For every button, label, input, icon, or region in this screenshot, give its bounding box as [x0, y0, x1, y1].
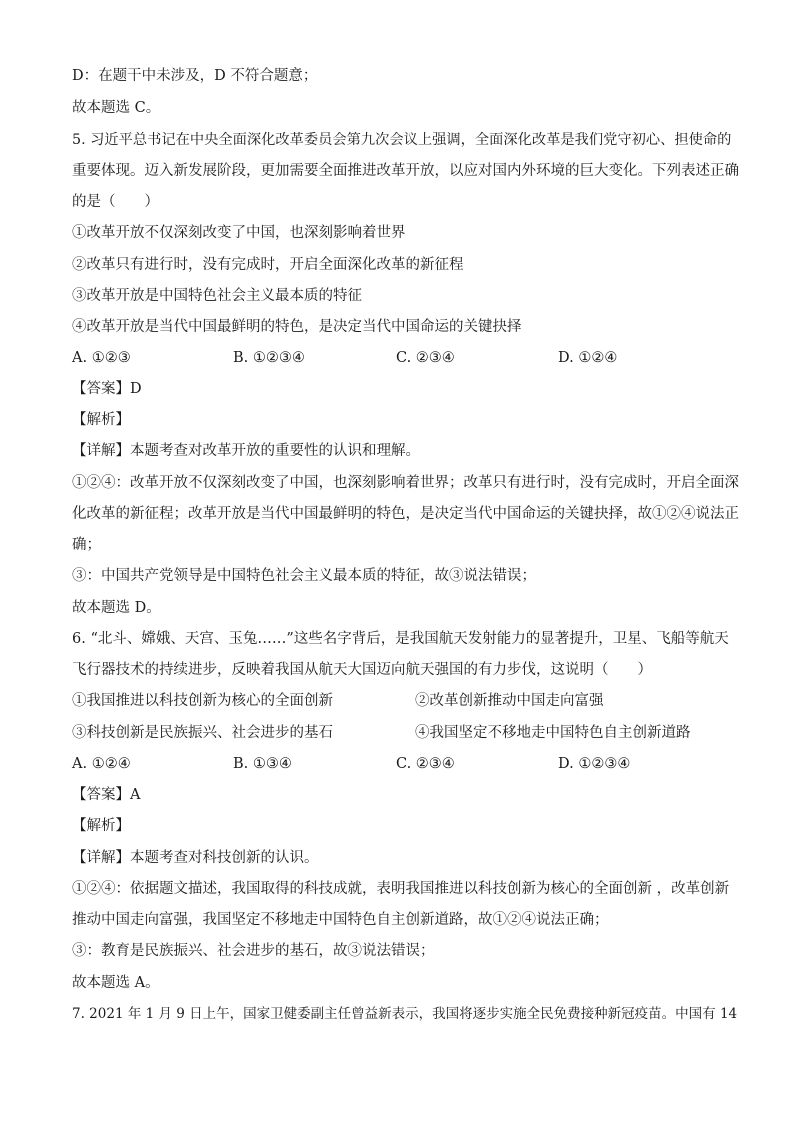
q5-explanation-line-4: ③：中国共产党领导是中国特色社会主义最本质的特征，故③说法错误；: [72, 568, 536, 584]
q7-stem-line-1: 7. 2021 年 1 月 9 日上午，国家卫健委副主任曾益新表示，我国将逐步实施全民免费接种新冠疫苗。中国有 14: [72, 1006, 738, 1022]
q6-answer: 【答案】A: [72, 787, 141, 803]
q6-option-d: D. ①②③④: [558, 756, 631, 772]
q5-item-2: ②改革只有进行时，没有完成时，开启全面深化改革的新征程: [72, 257, 464, 273]
q5-detail: 【详解】本题考查对改革开放的重要性的认识和理解。: [72, 443, 420, 459]
q6-stem-line-1: 6. “北斗、嫦娥、天宫、玉兔……”这些名字背后，是我国航天发射能力的显著提升，卫星、飞船等航天: [72, 631, 729, 647]
q6-item-1: ①我国推进以科技创新为核心的全面创新: [72, 693, 333, 709]
q5-option-d: D. ①②④: [558, 350, 618, 366]
q5-stem-line-2: 重要体现。迈入新发展阶段，更加需要全面推进改革开放，以应对国内外环境的巨大变化。下列表述正确: [72, 163, 739, 179]
q5-explanation-line-2: 化改革的新征程；改革开放是当代中国最鲜明的特色，是决定当代中国命运的关键抉择，故①②④说法正: [72, 506, 739, 522]
q6-option-c: C. ②③④: [396, 756, 455, 772]
q5-answer: 【答案】D: [72, 381, 142, 397]
q6-detail: 【详解】本题考查对科技创新的认识。: [72, 850, 319, 866]
q5-stem-line-3: 的是（ ）: [72, 194, 159, 210]
q6-item-3: ③科技创新是民族振兴、社会进步的基石: [72, 725, 333, 741]
q6-explanation-line-1: ①②④：依据题文描述，我国取得的科技成就，表明我国推进以科技创新为核心的全面创新 ，改革创新: [72, 881, 730, 897]
q5-option-c: C. ②③④: [396, 350, 455, 366]
q6-analysis-label: 【解析】: [72, 818, 130, 834]
q5-explanation-line-1: ①②④：改革开放不仅深刻改变了中国，也深刻影响着世界；改革只有进行时，没有完成时，开启全面深: [72, 475, 739, 491]
q6-explanation-line-2: 推动中国走向富强，我国坚定不移地走中国特色自主创新道路，故①②④说法正确；: [72, 912, 609, 928]
q4-conclusion: 故本题选 C。: [72, 100, 161, 116]
q6-item-2: ②改革创新推动中国走向富强: [415, 693, 604, 709]
q6-conclusion: 故本题选 A。: [72, 975, 160, 991]
q6-explanation-line-3: ③：教育是民族振兴、社会进步的基石，故③说法错误；: [72, 943, 435, 959]
q5-item-3: ③改革开放是中国特色社会主义最本质的特征: [72, 288, 362, 304]
q6-item-4: ④我国坚定不移地走中国特色自主创新道路: [415, 725, 691, 741]
q6-option-b: B. ①③④: [233, 756, 292, 772]
q5-item-4: ④改革开放是当代中国最鲜明的特色，是决定当代中国命运的关键抉择: [72, 319, 522, 335]
q5-conclusion: 故本题选 D。: [72, 600, 161, 616]
q5-option-b: B. ①②③④: [233, 350, 305, 366]
q5-item-1: ①改革开放不仅深刻改变了中国，也深刻影响着世界: [72, 225, 406, 241]
q5-explanation-line-3: 确；: [72, 537, 101, 553]
q6-option-a: A. ①②④: [72, 756, 131, 772]
q5-analysis-label: 【解析】: [72, 412, 130, 428]
q4-option-d-explanation: D：在题干中未涉及，D 不符合题意；: [72, 68, 318, 84]
q6-stem-line-2: 飞行器技术的持续进步，反映着我国从航天大国迈向航天强国的有力步伐，这说明（ ）: [72, 662, 652, 678]
q5-option-a: A. ①②③: [72, 350, 131, 366]
q5-stem-line-1: 5. 习近平总书记在中央全面深化改革委员会第九次会议上强调，全面深化改革是我们党守初心、担使命的: [72, 132, 732, 148]
